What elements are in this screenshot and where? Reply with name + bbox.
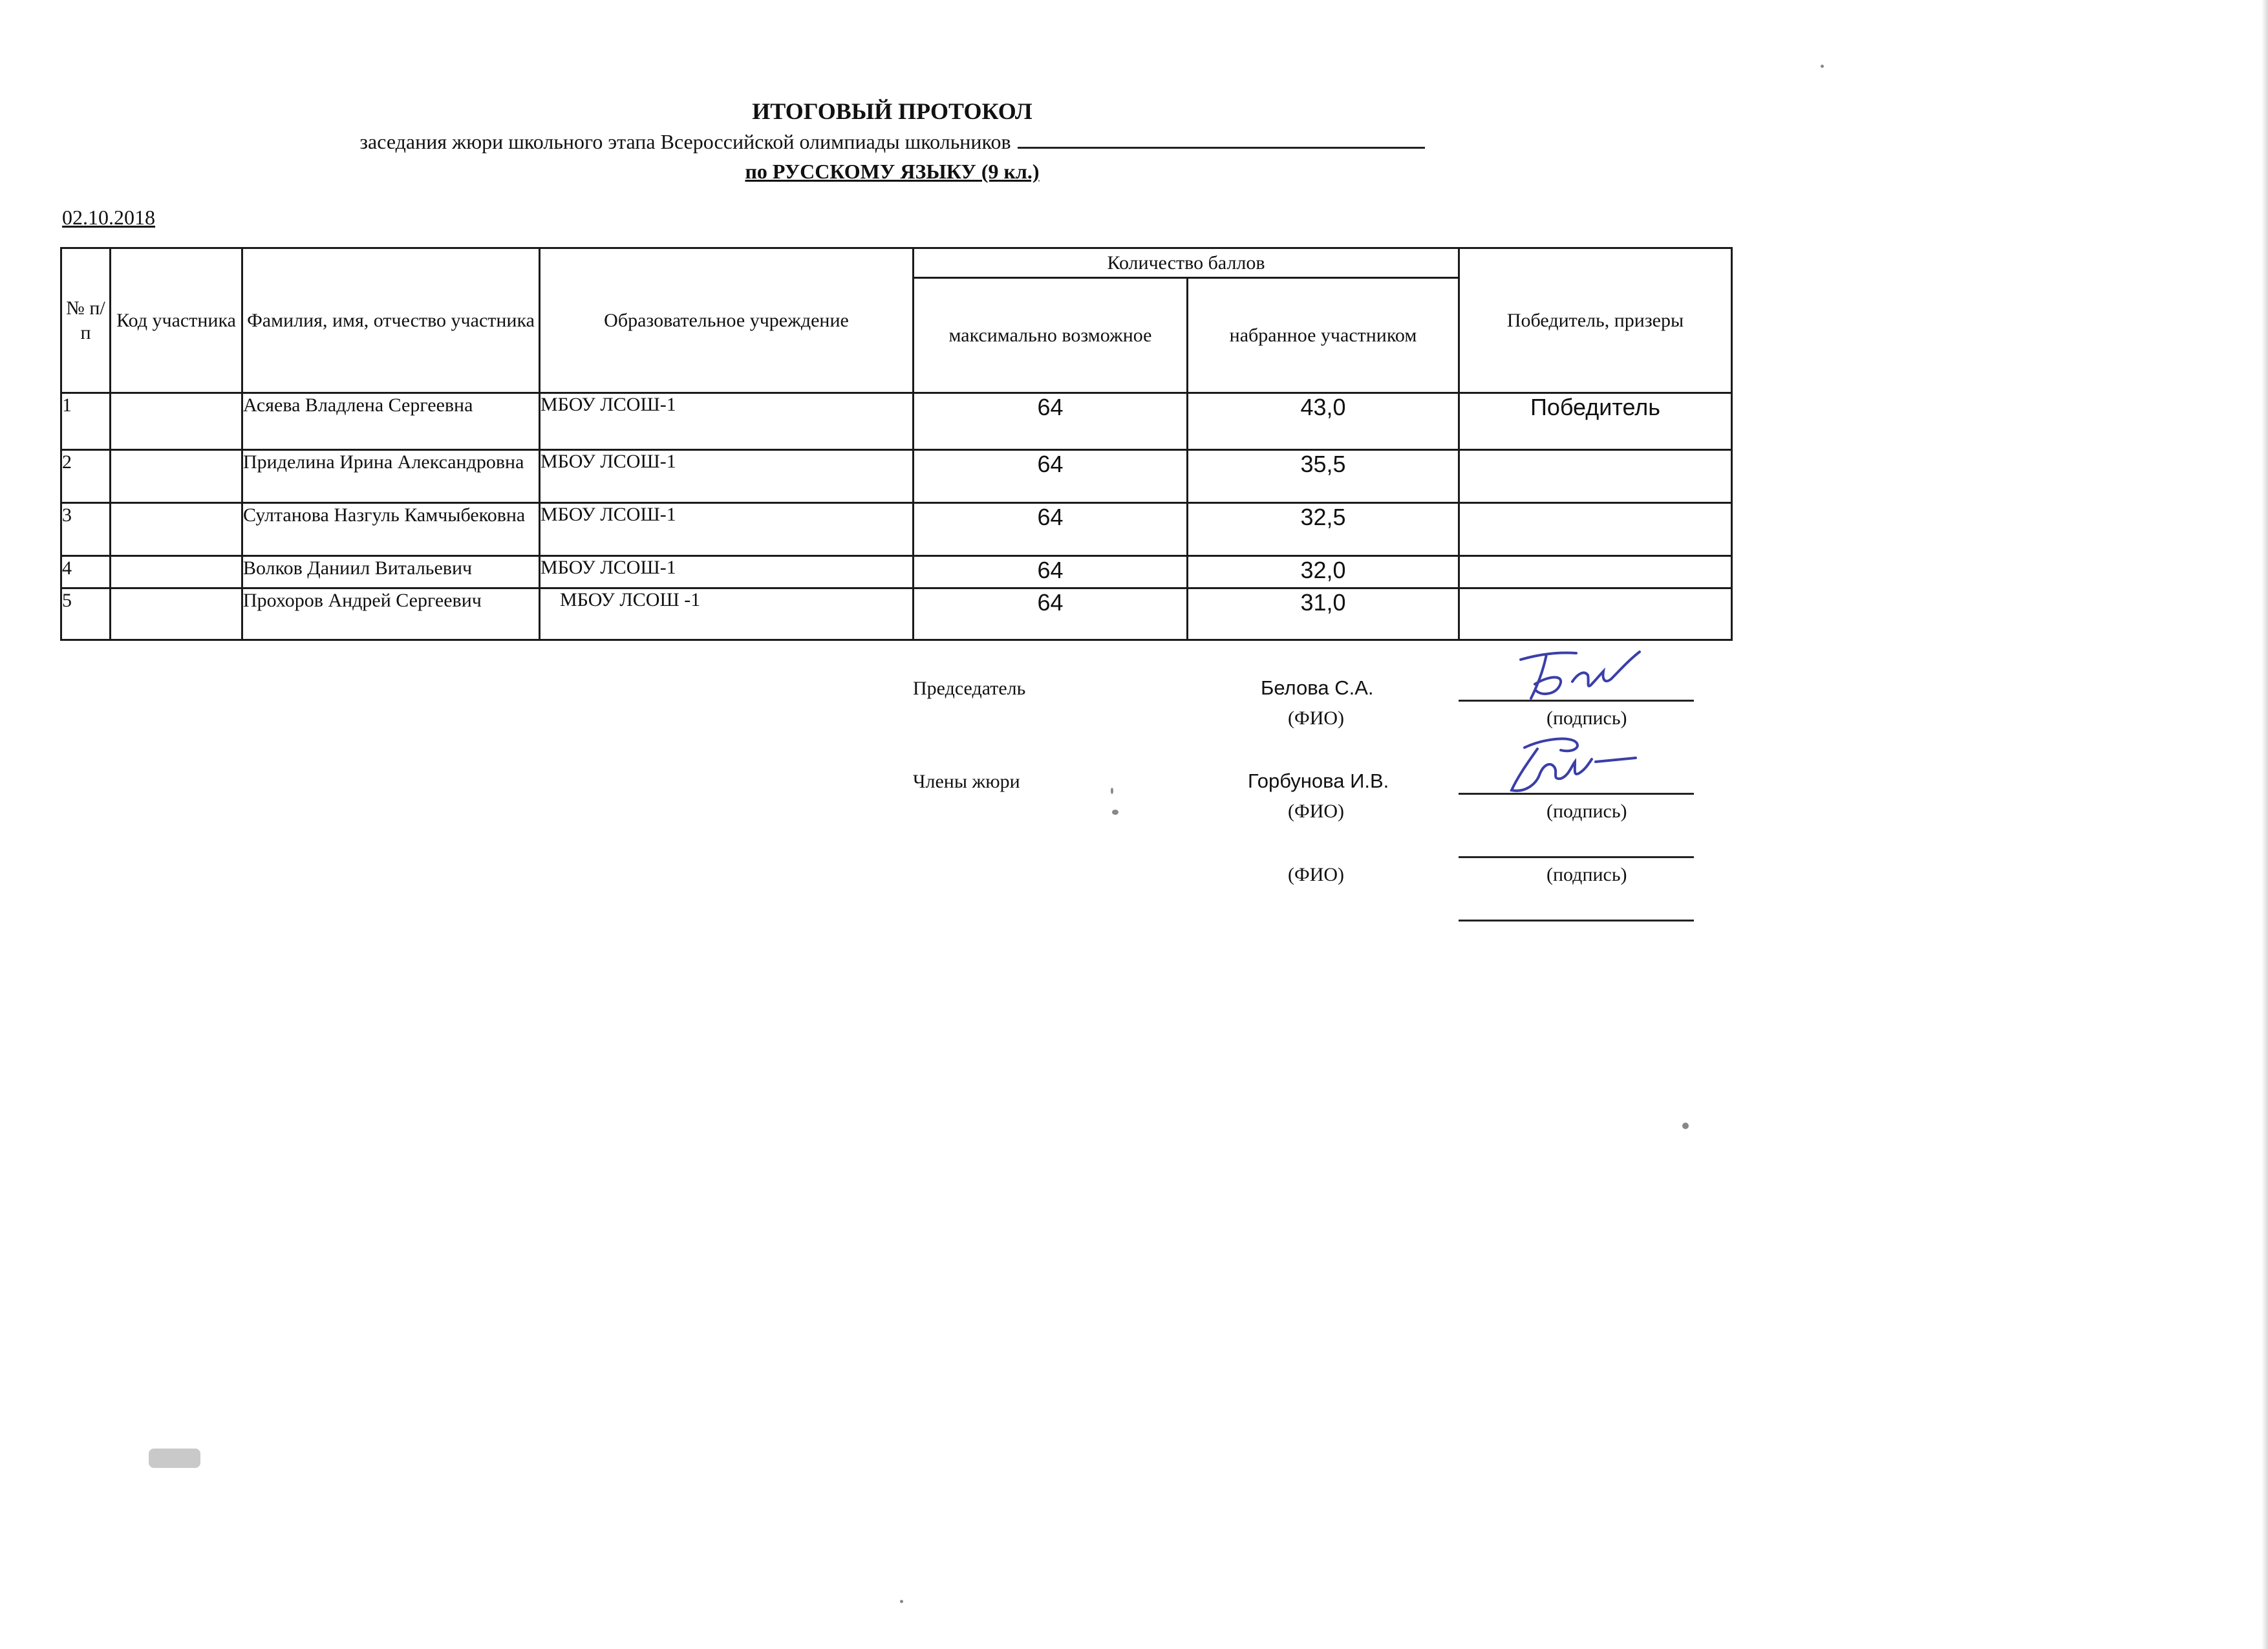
- row-award: [1459, 588, 1732, 640]
- member-signature: [1499, 733, 1647, 798]
- row-max-score: 64: [914, 588, 1188, 640]
- row-max-score: 64: [914, 556, 1188, 588]
- row-num: 2: [61, 450, 111, 503]
- scan-speck: [1682, 1123, 1689, 1129]
- header-participant-score: набранное участником: [1188, 278, 1459, 393]
- row-score: 32,5: [1188, 503, 1459, 556]
- header-award: Победитель, призеры: [1459, 248, 1732, 393]
- member-fio-caption: (ФИО): [1288, 801, 1345, 822]
- row-code: [111, 556, 242, 588]
- chair-fio-caption: (ФИО): [1288, 707, 1345, 729]
- row-award: Победитель: [1459, 393, 1732, 450]
- extra-signature-line-2: [1459, 920, 1694, 921]
- subtitle-blank-line: [1018, 146, 1425, 149]
- row-school: МБОУ ЛСОШ-1: [540, 450, 914, 503]
- row-school: МБОУ ЛСОШ-1: [540, 503, 914, 556]
- extra-sign-caption: (подпись): [1546, 864, 1627, 885]
- row-num: 5: [61, 588, 111, 640]
- scan-speck: [1112, 810, 1118, 815]
- table-row: [61, 588, 1732, 640]
- table-row: [61, 450, 1732, 503]
- scan-edge: [2262, 0, 2268, 1649]
- header-num: № п/п: [61, 248, 111, 393]
- chair-sign-caption: (подпись): [1546, 707, 1627, 729]
- row-code: [111, 503, 242, 556]
- chair-signature: [1513, 645, 1655, 704]
- table-row: [61, 556, 1732, 588]
- row-score: 31,0: [1188, 588, 1459, 640]
- row-name: Волков Даниил Витальевич: [242, 556, 540, 588]
- member-name: Горбунова И.В.: [1248, 770, 1389, 792]
- header-score-group: Количество баллов: [914, 248, 1459, 278]
- row-num: 1: [61, 393, 111, 450]
- row-school: МБОУ ЛСОШ-1: [540, 393, 914, 450]
- chair-name: Белова С.А.: [1261, 676, 1374, 699]
- header-max-score: максимально возможное: [914, 278, 1188, 393]
- member-sign-caption: (подпись): [1546, 801, 1627, 822]
- row-name: Асяева Владлена Сергеевна: [242, 393, 540, 450]
- results-table: [60, 247, 1733, 641]
- row-award: [1459, 450, 1732, 503]
- row-score: 43,0: [1188, 393, 1459, 450]
- table-row: [61, 503, 1732, 556]
- row-code: [111, 393, 242, 450]
- members-label: Члены жюри: [913, 771, 1020, 792]
- document-date: 02.10.2018: [62, 206, 155, 229]
- chair-label: Председатель: [913, 678, 1026, 699]
- row-num: 3: [61, 503, 111, 556]
- header-code: Код участника: [111, 248, 242, 393]
- row-name: Султанова Назгуль Камчыбековна: [242, 503, 540, 556]
- scan-speck: [1111, 788, 1113, 794]
- extra-signature-line-1: [1459, 856, 1694, 858]
- document-header: [0, 96, 1784, 186]
- row-award: [1459, 556, 1732, 588]
- header-name: Фамилия, имя, отчество участника: [242, 248, 540, 393]
- scan-speck: [1821, 65, 1824, 68]
- row-num: 4: [61, 556, 111, 588]
- row-name: Прохоров Андрей Сергеевич: [242, 588, 540, 640]
- row-max-score: 64: [914, 503, 1188, 556]
- document-title: ИТОГОВЫЙ ПРОТОКОЛ: [752, 98, 1032, 124]
- extra-fio-caption: (ФИО): [1288, 864, 1345, 885]
- document-subtitle: [0, 127, 1784, 156]
- row-school: МБОУ ЛСОШ -1: [540, 588, 914, 640]
- row-score: 32,0: [1188, 556, 1459, 588]
- scan-smudge: [149, 1449, 200, 1468]
- row-award: [1459, 503, 1732, 556]
- subtitle-text: заседания жюри школьного этапа Всероссийской олимпиады школьников: [359, 130, 1011, 153]
- row-max-score: 64: [914, 450, 1188, 503]
- table-row: [61, 393, 1732, 450]
- scan-speck: [900, 1600, 903, 1603]
- document-subject: по РУССКОМУ ЯЗЫКУ (9 кл.): [745, 160, 1040, 183]
- row-code: [111, 450, 242, 503]
- header-school: Образовательное учреждение: [540, 248, 914, 393]
- row-code: [111, 588, 242, 640]
- row-name: Приделина Ирина Александровна: [242, 450, 540, 503]
- row-score: 35,5: [1188, 450, 1459, 503]
- row-school: МБОУ ЛСОШ-1: [540, 556, 914, 588]
- row-max-score: 64: [914, 393, 1188, 450]
